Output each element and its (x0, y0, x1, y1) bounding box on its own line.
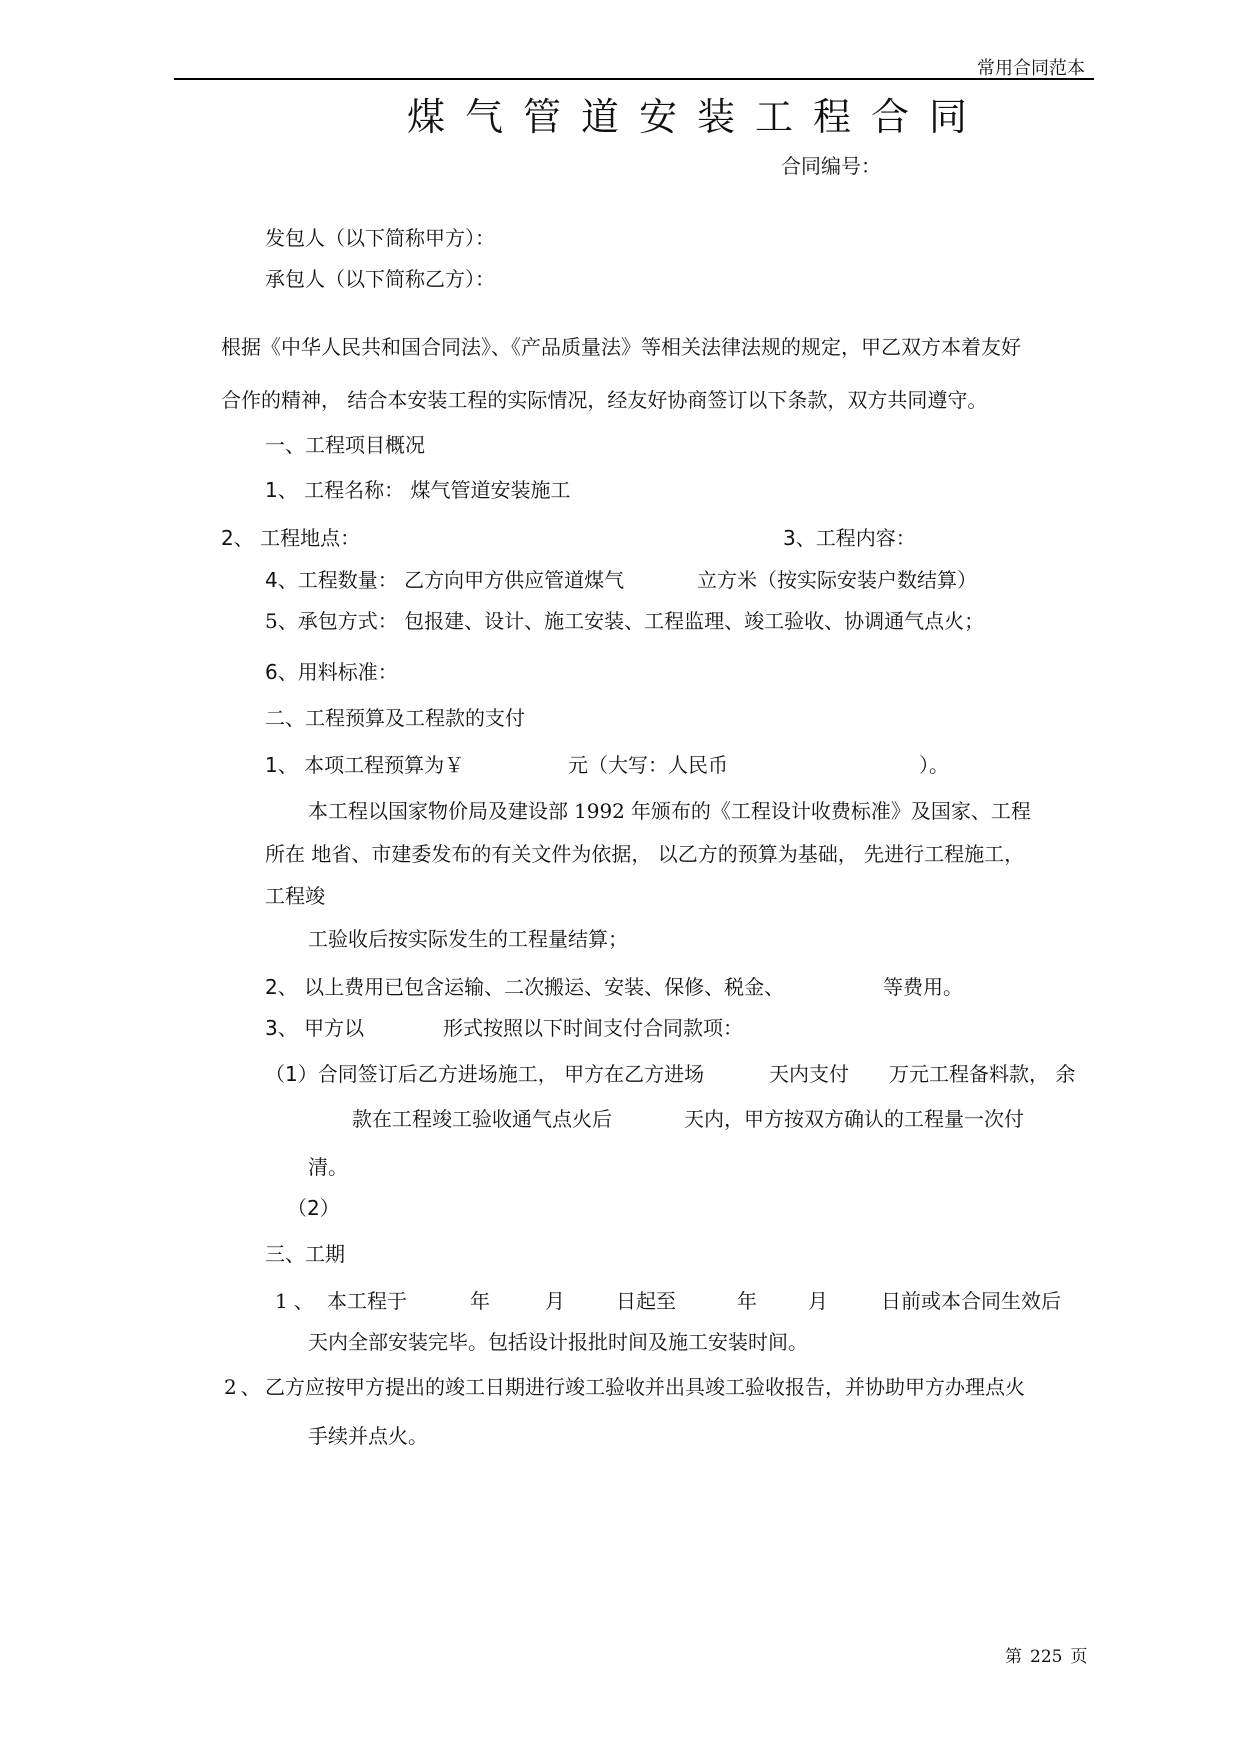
section-3-item-2-num: 2 (224, 1375, 237, 1399)
section-3-item-1-num: 1 (275, 1289, 288, 1313)
section-2-item-1a: 1、 本项工程预算为￥ (265, 753, 465, 777)
header-rule (174, 78, 1094, 80)
section-1-item-6: 6、用料标准： (265, 660, 398, 684)
section-3-day-1: 日起至 (616, 1289, 676, 1313)
section-3-item-2-sep: 、 (240, 1375, 261, 1399)
payment-1c: 万元工程备料款， 余 (889, 1062, 1076, 1086)
section-2-para-3: 工程竣 (265, 884, 325, 908)
section-2-item-2a: 2、 以上费用已包含运输、二次搬运、安装、保修、税金、 (265, 975, 785, 999)
section-3-item-2-number (224, 1371, 261, 1400)
section-3-item-1-sep: 、 (293, 1289, 314, 1313)
payment-1f: 清。 (308, 1155, 348, 1179)
section-3-year-2: 年 (737, 1289, 757, 1313)
footer-suffix: 页 (1070, 1647, 1088, 1667)
section-1-item-1: 1、 工程名称： 煤气管道安装施工 (265, 478, 571, 502)
section-2-para-1 (308, 795, 1031, 824)
section-2-para-2: 所在 地省、市建委发布的有关文件为依据， 以乙方的预算为基础， 先进行工程施工， (265, 842, 1025, 866)
section-3-item-2a: 乙方应按甲方提出的竣工日期进行竣工验收并出具竣工验收报告，并协助甲方办理点火 (265, 1375, 1025, 1399)
section-3-month-2: 月 (808, 1289, 828, 1313)
contract-number-label: 合同编号： (781, 154, 881, 178)
section-3-item-1-number (275, 1285, 314, 1314)
section-2-heading: 二、工程预算及工程款的支付 (265, 706, 525, 730)
payment-1a: （1）合同签订后乙方进场施工， 甲方在乙方进场 (265, 1062, 705, 1086)
section-3-heading: 三、工期 (265, 1242, 345, 1266)
document-title: 煤气管道安装工程合同 (407, 95, 988, 139)
section-2-para-1a: 本工程以国家物价局及建设部 (308, 799, 568, 823)
section-1-item-4a: 4、工程数量： 乙方向甲方供应管道煤气 (265, 568, 625, 592)
section-3-item-1c: 天内全部安装完毕。包括设计报批时间及施工安装时间。 (308, 1330, 808, 1354)
section-1-item-4b: 立方米（按实际安装户数结算） (697, 568, 977, 592)
payment-2: （2） (287, 1196, 340, 1220)
footer-prefix: 第 (1005, 1647, 1022, 1667)
section-2-item-1b: 元（大写：人民币 (568, 753, 728, 777)
section-3-month-1: 月 (545, 1289, 565, 1313)
page-footer (1005, 1642, 1087, 1667)
section-3-item-1a: 本工程于 (327, 1289, 407, 1313)
section-1-item-5-number: 5 (265, 609, 278, 633)
preamble-line-1: 根据《中华人民共和国合同法》、《产品质量法》等相关法律法规的规定，甲乙双方本着友好 (221, 335, 1021, 359)
payment-1b: 天内支付 (769, 1062, 849, 1086)
section-3-item-1b: 日前或本合同生效后 (881, 1289, 1061, 1313)
preamble-line-2: 合作的精神， 结合本安装工程的实际情况，经友好协商签订以下条款，双方共同遵守。 (221, 388, 988, 412)
section-2-item-3a: 3、 甲方以 (265, 1016, 365, 1040)
section-2-para-1-year: 1992 (574, 799, 625, 823)
section-1-item-5 (265, 605, 984, 634)
section-2-item-1c: ）。 (919, 753, 949, 777)
header-category: 常用合同范本 (977, 58, 1085, 79)
section-2-item-3b: 形式按照以下时间支付合同款项： (443, 1016, 743, 1040)
payment-1e: 天内，甲方按双方确认的工程量一次付 (684, 1107, 1024, 1131)
section-1-item-5-text: 、承包方式： 包报建、设计、施工安装、工程监理、竣工验收、协调通气点火； (277, 609, 985, 633)
party-b-label: 承包人（以下简称乙方）： (265, 267, 495, 291)
party-a-label: 发包人（以下简称甲方）： (265, 226, 495, 250)
section-2-para-4: 工验收后按实际发生的工程量结算； (308, 927, 628, 951)
section-2-para-1b: 年颁布的《工程设计收费标准》及国家、工程 (630, 799, 1031, 823)
section-3-year-1: 年 (470, 1289, 490, 1313)
section-1-heading: 一、工程项目概况 (265, 433, 425, 457)
payment-1d: 款在工程竣工验收通气点火后 (352, 1107, 612, 1131)
section-3-item-2b: 手续并点火。 (308, 1424, 428, 1448)
section-2-item-2b: 等费用。 (883, 975, 963, 999)
footer-page-number: 225 (1030, 1647, 1063, 1667)
section-1-item-3: 3、工程内容： (783, 526, 916, 550)
section-1-item-2: 2、 工程地点： (221, 526, 361, 550)
